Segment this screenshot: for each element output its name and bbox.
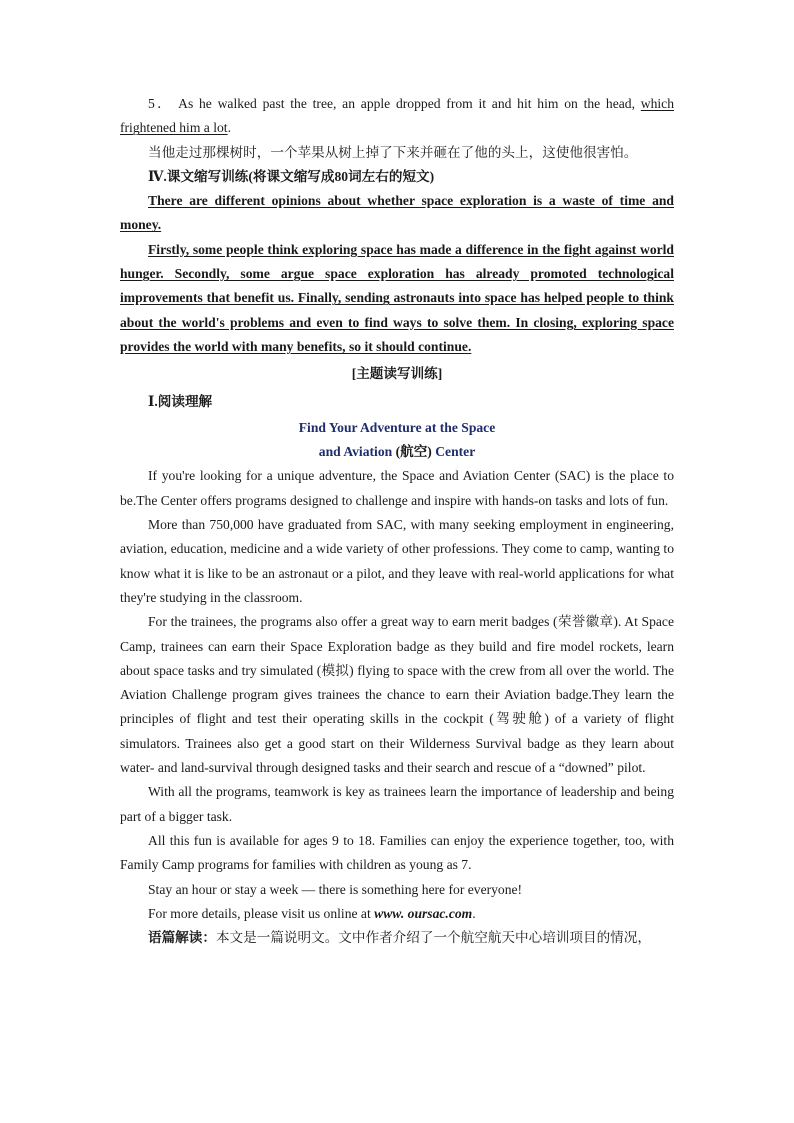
analysis-text: 本文是一篇说明文。文中作者介绍了一个航空航天中心培训项目的情况， [215, 930, 651, 947]
article-title-chinese-gloss: (航空) [395, 444, 432, 460]
website-link[interactable]: www. oursac.com [374, 905, 473, 921]
section-4-instruction: (将课文缩写成80词左右的短文) [248, 168, 435, 184]
details-prefix: For more details, please visit us online at [148, 905, 375, 921]
summary-paragraph-2: Firstly, some people think exploring space has made a difference in the fight against world hunger. Secondly, some argue space exploration has already promoted technological improvements that benefit us. Finally, sending astronauts into space has helped people to think about the world's problems and even to find ways to solve them. In closing, exploring space provides the world with many benefits, so it should continue. [120, 241, 674, 354]
article-details-line [120, 902, 674, 926]
section-1-heading: Ⅰ.阅读理解 [148, 393, 213, 409]
item-5-underlined-answer: which frightened him a lot [120, 96, 674, 136]
document-page [120, 92, 674, 950]
article-paragraph-4: With all the programs, teamwork is key as trainees learn the importance of leadership and being part of a bigger task. [120, 784, 674, 824]
item-5-translation: 当他走过那棵树时，一个苹果从树上掉了下来并砸在了他的头上，这使他很害怕。 [148, 144, 638, 161]
article-paragraph-5: All this fun is available for ages 9 to 18. Families can enjoy the experience together, too, with Family Camp programs for families with children as young as 7. [120, 832, 674, 873]
article-paragraph-1: If you're looking for a unique adventure, the Space and Aviation Center (SAC) is the place to be.The Center offers programs designed to challenge and inspire with hands-on tasks and lots of fun. [120, 468, 674, 508]
article-title-part-a: and Aviation [318, 444, 396, 460]
details-suffix: . [472, 905, 476, 921]
discourse-analysis [120, 926, 674, 950]
section-4-heading-line [120, 165, 674, 189]
article-title-line-1: Find Your Adventure at the Space [298, 419, 496, 435]
article-title-line-2 [120, 440, 674, 464]
article-paragraph-6: Stay an hour or stay a week — there is something here for everyone! [148, 881, 523, 897]
article-paragraph-3: For the trainees, the programs also offer a great way to earn merit badges (荣誉徽章). At Space Camp, trainees can earn their Space Exploration badge as they build and fire model rockets, learn about space tasks and try simulated (模拟) flying to space with the crew from all over the world. The Aviation Challenge program gives trainees the chance to earn their Aviation badge.They learn the principles of flight and test their operating skills in the cockpit (驾驶舱) of a variety of flight simulators. Trainees also get a good start on their Wilderness Survival badge as they learn about water- and land-survival through designed tasks and their search and rescue of a “downed” pilot. [120, 614, 674, 776]
article-paragraph-2: More than 750,000 have graduated from SAC, with many seeking employment in engineering, aviation, education, medicine and a wide variety of other professions. They come to camp, wanting to know what it is like to be an astronaut or a pilot, and they leave with real-world applications for what they're studying in the classroom. [120, 517, 674, 605]
theme-heading: [主题读写训练] [351, 366, 443, 382]
article-title-part-b: Center [431, 444, 476, 460]
section-4-heading: Ⅳ.课文缩写训练 [148, 168, 249, 184]
analysis-label: 语篇解读： [148, 930, 216, 946]
summary-paragraph-1: There are different opinions about whether space exploration is a waste of time and money. [120, 193, 674, 233]
item-5-sentence-end: . [227, 120, 231, 136]
item-5-sentence-start: As he walked past the tree, an apple dropped from it and hit him on the head, [178, 96, 641, 111]
item-5 [120, 92, 674, 141]
item-5-number: 5． [148, 96, 174, 111]
